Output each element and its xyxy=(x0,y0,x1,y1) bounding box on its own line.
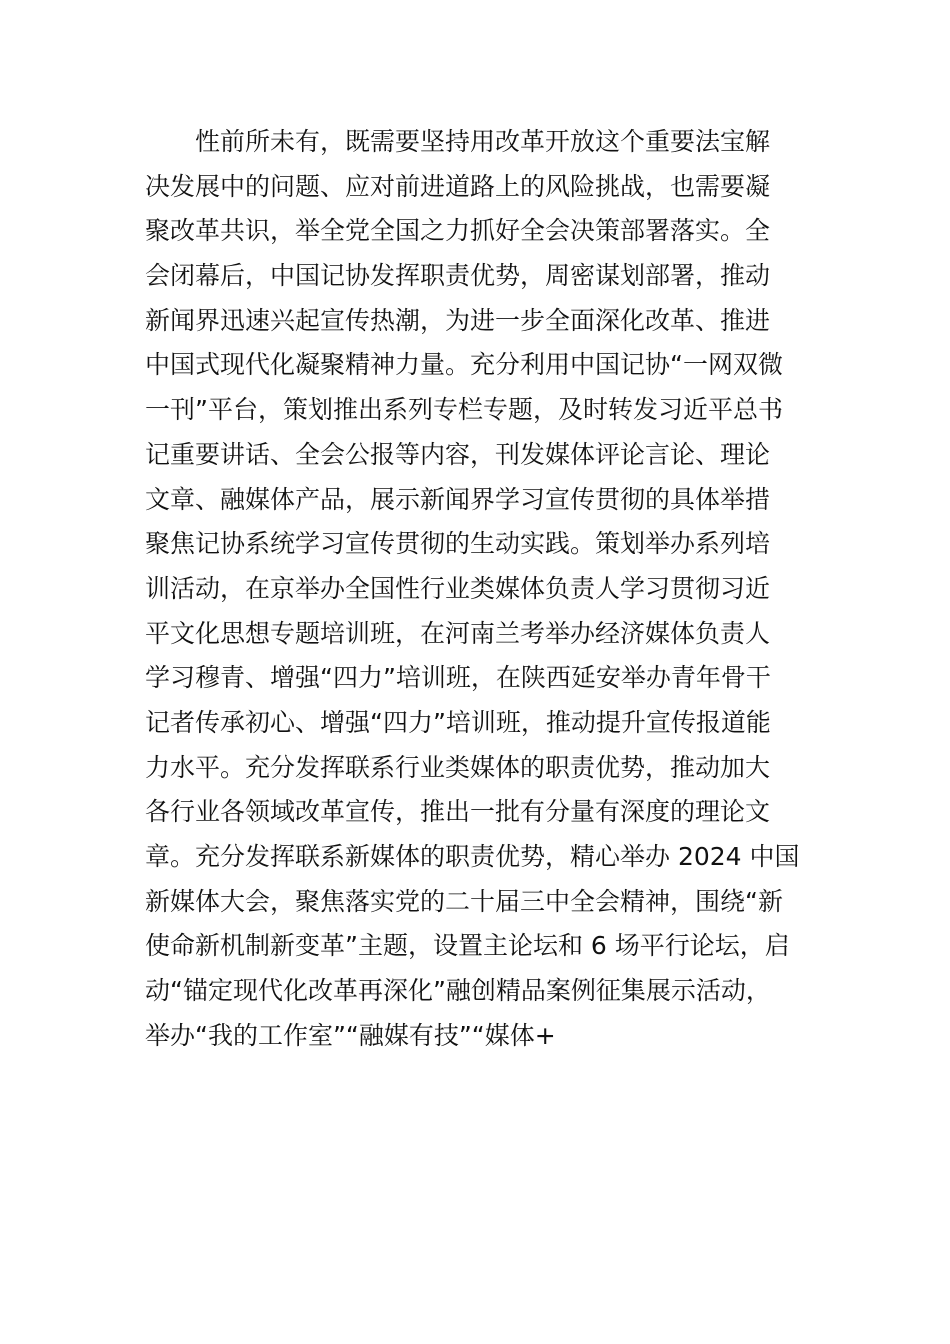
text-line: 动“锚定现代化改革再深化”融创精品案例征集展示活动， xyxy=(145,976,771,1006)
text-line: 平文化思想专题培训班，在河南兰考举办经济媒体负责人 xyxy=(145,618,771,648)
text-line: 性前所未有，既需要坚持用改革开放这个重要法宝解 xyxy=(195,127,771,156)
text-line: 训活动，在京举办全国性行业类媒体负责人学习贯彻习近 xyxy=(145,573,771,603)
text-line: 使命新机制新变革”主题，设置主论坛和 6 场平行论坛，启 xyxy=(145,931,790,961)
text-line: 新媒体大会，聚焦落实党的二十届三中全会精神，围绕“新 xyxy=(145,886,783,916)
text-line: 聚改革共识，举全党全国之力抓好全会决策部署落实。全 xyxy=(145,216,771,246)
body-paragraph xyxy=(145,120,810,1058)
text-line: 章。充分发挥联系新媒体的职责优势，精心举办 2024 中国 xyxy=(145,842,800,871)
text-line: 力水平。充分发挥联系行业类媒体的职责优势，推动加大 xyxy=(145,752,771,782)
text-line: 各行业各领域改革宣传，推出一批有分量有深度的理论文 xyxy=(145,797,771,827)
text-line: 学习穆青、增强“四力”培训班，在陕西延安举办青年骨干 xyxy=(145,663,771,693)
text-line: 一刊”平台，策划推出系列专栏专题，及时转发习近平总书 xyxy=(145,395,783,425)
text-line: 举办“我的工作室”“融媒有技”“媒体+ xyxy=(145,1020,556,1050)
text-line: 记重要讲话、全会公报等内容，刊发媒体评论言论、理论 xyxy=(145,439,771,469)
text-line: 会闭幕后，中国记协发挥职责优势，周密谋划部署，推动 xyxy=(145,261,771,291)
text-line: 决发展中的问题、应对前进道路上的风险挑战，也需要凝 xyxy=(145,171,771,201)
text-line: 聚焦记协系统学习宣传贯彻的生动实践。策划举办系列培 xyxy=(145,529,771,559)
text-line: 文章、融媒体产品，展示新闻界学习宣传贯彻的具体举措 xyxy=(145,484,771,514)
text-line: 新闻界迅速兴起宣传热潮，为进一步全面深化改革、推进 xyxy=(145,305,771,335)
text-line: 记者传承初心、增强“四力”培训班，推动提升宣传报道能 xyxy=(145,707,771,737)
text-line: 中国式现代化凝聚精神力量。充分利用中国记协“一网双微 xyxy=(145,350,783,380)
